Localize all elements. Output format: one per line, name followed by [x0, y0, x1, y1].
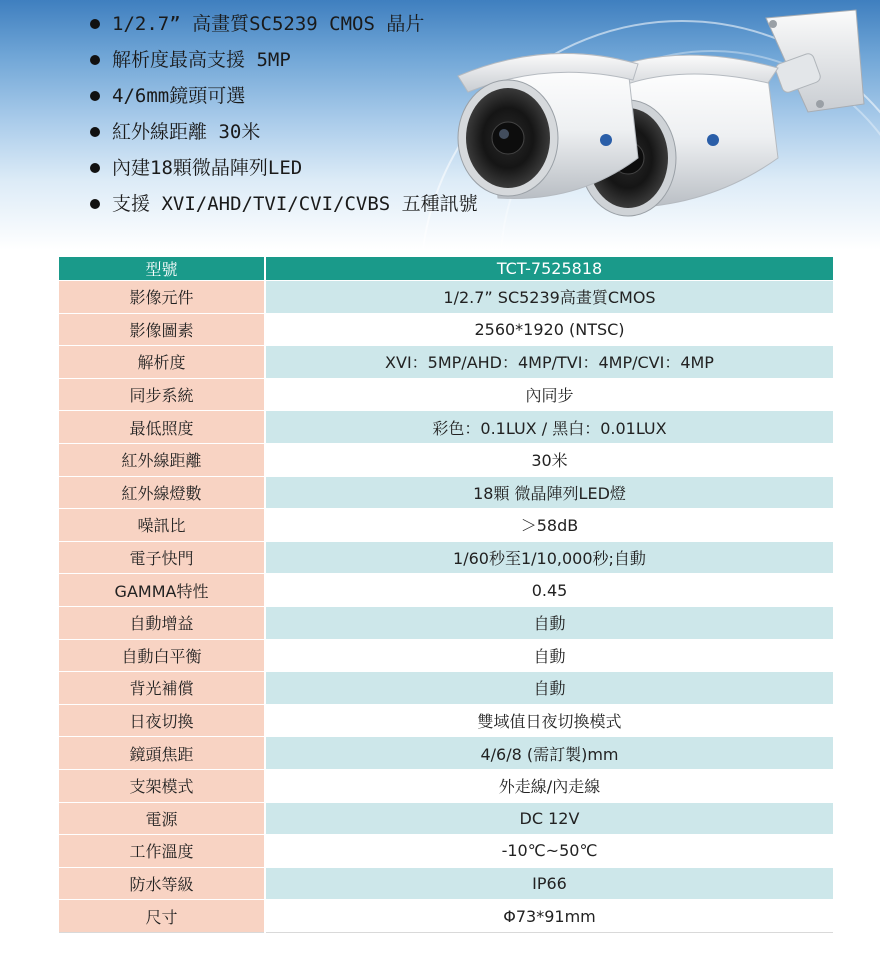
feature-text: 1/2.7” 高畫質SC5239 CMOS 晶片	[112, 13, 425, 35]
feature-item	[90, 186, 478, 222]
spec-label: 電源	[59, 802, 265, 835]
spec-value: 內同步	[265, 378, 833, 411]
spec-label: 電子快門	[59, 541, 265, 574]
feature-text: 紅外線距離 30米	[112, 121, 261, 143]
bullet-icon	[90, 127, 100, 137]
spec-value: XVI：5MP/AHD：4MP/TVI：4MP/CVI：4MP	[265, 346, 833, 379]
spec-value: 1/2.7” SC5239高畫質CMOS	[265, 281, 833, 314]
feature-list	[90, 6, 478, 222]
bullet-icon	[90, 91, 100, 101]
spec-value: 彩色：0.1LUX / 黑白：0.01LUX	[265, 411, 833, 444]
spec-label: 鏡頭焦距	[59, 737, 265, 770]
table-row	[59, 737, 833, 770]
spec-table-body	[59, 281, 833, 933]
spec-value: 外走線/內走線	[265, 769, 833, 802]
feature-text: 內建18顆微晶陣列LED	[112, 157, 303, 179]
spec-value: IP66	[265, 867, 833, 900]
spec-value: 2560*1920 (NTSC)	[265, 313, 833, 346]
table-row	[59, 802, 833, 835]
table-row	[59, 281, 833, 314]
spec-label: 背光補償	[59, 672, 265, 705]
feature-text: 4/6mm鏡頭可選	[112, 85, 246, 107]
spec-value: 0.45	[265, 574, 833, 607]
table-row	[59, 867, 833, 900]
spec-label: 防水等級	[59, 867, 265, 900]
spec-label: 紅外線距離	[59, 443, 265, 476]
table-row	[59, 378, 833, 411]
spec-label: 影像元件	[59, 281, 265, 314]
spec-label: 紅外線燈數	[59, 476, 265, 509]
spec-label: GAMMA特性	[59, 574, 265, 607]
spec-value: 自動	[265, 639, 833, 672]
feature-item	[90, 78, 478, 114]
table-row	[59, 769, 833, 802]
table-row	[59, 476, 833, 509]
table-row	[59, 900, 833, 933]
header-label: 型號	[59, 257, 265, 281]
hero-banner	[0, 0, 880, 250]
spec-value: ＞58dB	[265, 509, 833, 542]
table-row	[59, 313, 833, 346]
spec-label: 影像圖素	[59, 313, 265, 346]
spec-label: 支架模式	[59, 769, 265, 802]
bullet-icon	[90, 199, 100, 209]
table-row	[59, 606, 833, 639]
spec-label: 噪訊比	[59, 509, 265, 542]
feature-text: 解析度最高支援 5MP	[112, 49, 291, 71]
spec-label: 尺寸	[59, 900, 265, 933]
table-row	[59, 704, 833, 737]
table-row	[59, 639, 833, 672]
spec-value: 1/60秒至1/10,000秒;自動	[265, 541, 833, 574]
table-row	[59, 346, 833, 379]
spec-label: 工作溫度	[59, 835, 265, 868]
bullet-icon	[90, 163, 100, 173]
bullet-icon	[90, 19, 100, 29]
spec-table	[59, 257, 833, 933]
spec-value: 30米	[265, 443, 833, 476]
table-row	[59, 541, 833, 574]
spec-label: 同步系統	[59, 378, 265, 411]
table-row	[59, 835, 833, 868]
feature-item	[90, 150, 478, 186]
camera-illustration	[448, 8, 878, 226]
feature-text: 支援 XVI/AHD/TVI/CVI/CVBS 五種訊號	[112, 193, 478, 215]
feature-item	[90, 6, 478, 42]
table-row	[59, 509, 833, 542]
spec-label: 最低照度	[59, 411, 265, 444]
table-row	[59, 411, 833, 444]
feature-item	[90, 42, 478, 78]
spec-value: 雙域值日夜切換模式	[265, 704, 833, 737]
spec-label: 自動白平衡	[59, 639, 265, 672]
table-row	[59, 443, 833, 476]
table-row	[59, 574, 833, 607]
spec-label: 解析度	[59, 346, 265, 379]
spec-value: 自動	[265, 672, 833, 705]
table-header-row	[59, 257, 833, 281]
feature-item	[90, 114, 478, 150]
header-model-number: TCT-7525818	[265, 257, 833, 281]
spec-value: 18顆 微晶陣列LED燈	[265, 476, 833, 509]
spec-value: -10℃~50℃	[265, 835, 833, 868]
table-row	[59, 672, 833, 705]
spec-value: Φ73*91mm	[265, 900, 833, 933]
spec-value: 自動	[265, 606, 833, 639]
spec-value: 4/6/8 (需訂製)mm	[265, 737, 833, 770]
spec-value: DC 12V	[265, 802, 833, 835]
bullet-icon	[90, 55, 100, 65]
spec-label: 自動增益	[59, 606, 265, 639]
spec-label: 日夜切換	[59, 704, 265, 737]
